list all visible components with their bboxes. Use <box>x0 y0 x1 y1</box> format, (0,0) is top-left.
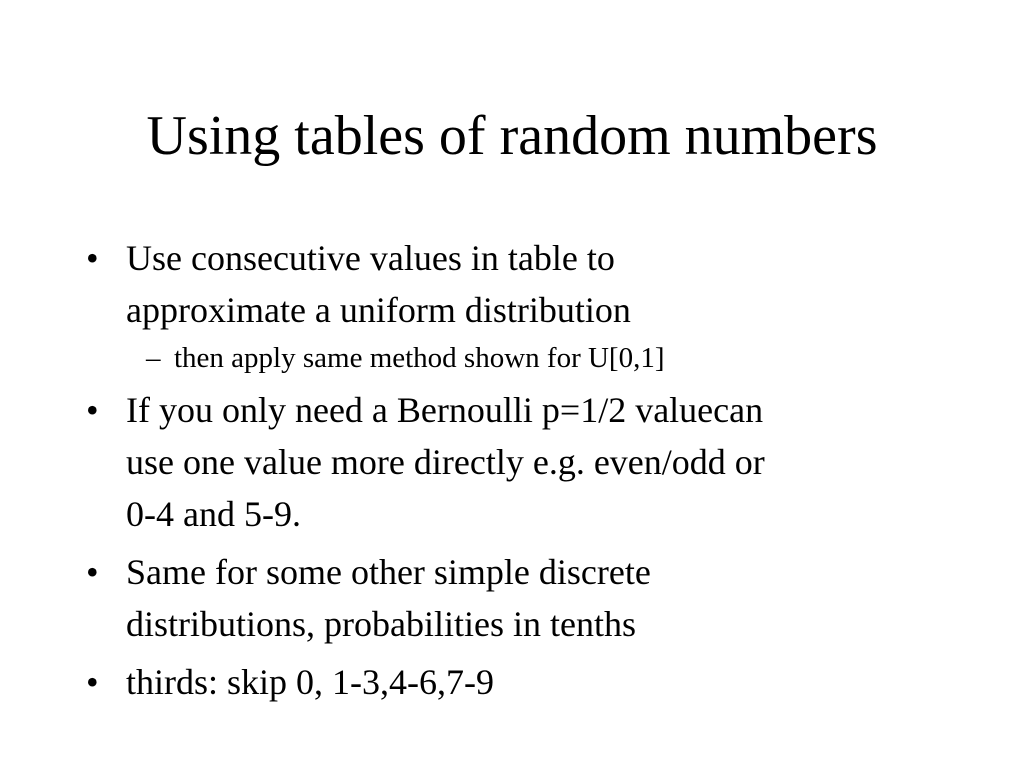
bullet-text-line: thirds: skip 0, 1-3,4-6,7-9 <box>126 662 494 702</box>
sub-bullet-item <box>146 338 964 378</box>
bullet-icon: • <box>86 552 99 592</box>
bullet-icon: • <box>86 662 99 702</box>
bullet-text-line: 0-4 and 5-9. <box>126 494 301 534</box>
dash-icon: – <box>146 342 161 374</box>
bullet-item-2 <box>84 384 964 540</box>
bullet-item-3 <box>84 546 964 650</box>
bullet-list <box>84 232 964 714</box>
sub-bullet-text: then apply same method shown for U[0,1] <box>174 342 665 374</box>
bullet-text-line: distributions, probabilities in tenths <box>126 604 636 644</box>
bullet-text-line: Use consecutive values in table to <box>126 238 615 278</box>
bullet-icon: • <box>86 238 99 278</box>
bullet-text-line: Same for some other simple discrete <box>126 552 651 592</box>
bullet-text-line: approximate a uniform distribution <box>126 290 631 330</box>
slide-title: Using tables of random numbers <box>146 105 878 167</box>
bullet-text-line: use one value more directly e.g. even/odd or <box>126 442 765 482</box>
bullet-icon: • <box>86 390 99 430</box>
bullet-item-4 <box>84 656 964 708</box>
bullet-text-line: If you only need a Bernoulli p=1/2 valuecan <box>126 390 764 430</box>
bullet-item-1 <box>84 232 964 378</box>
